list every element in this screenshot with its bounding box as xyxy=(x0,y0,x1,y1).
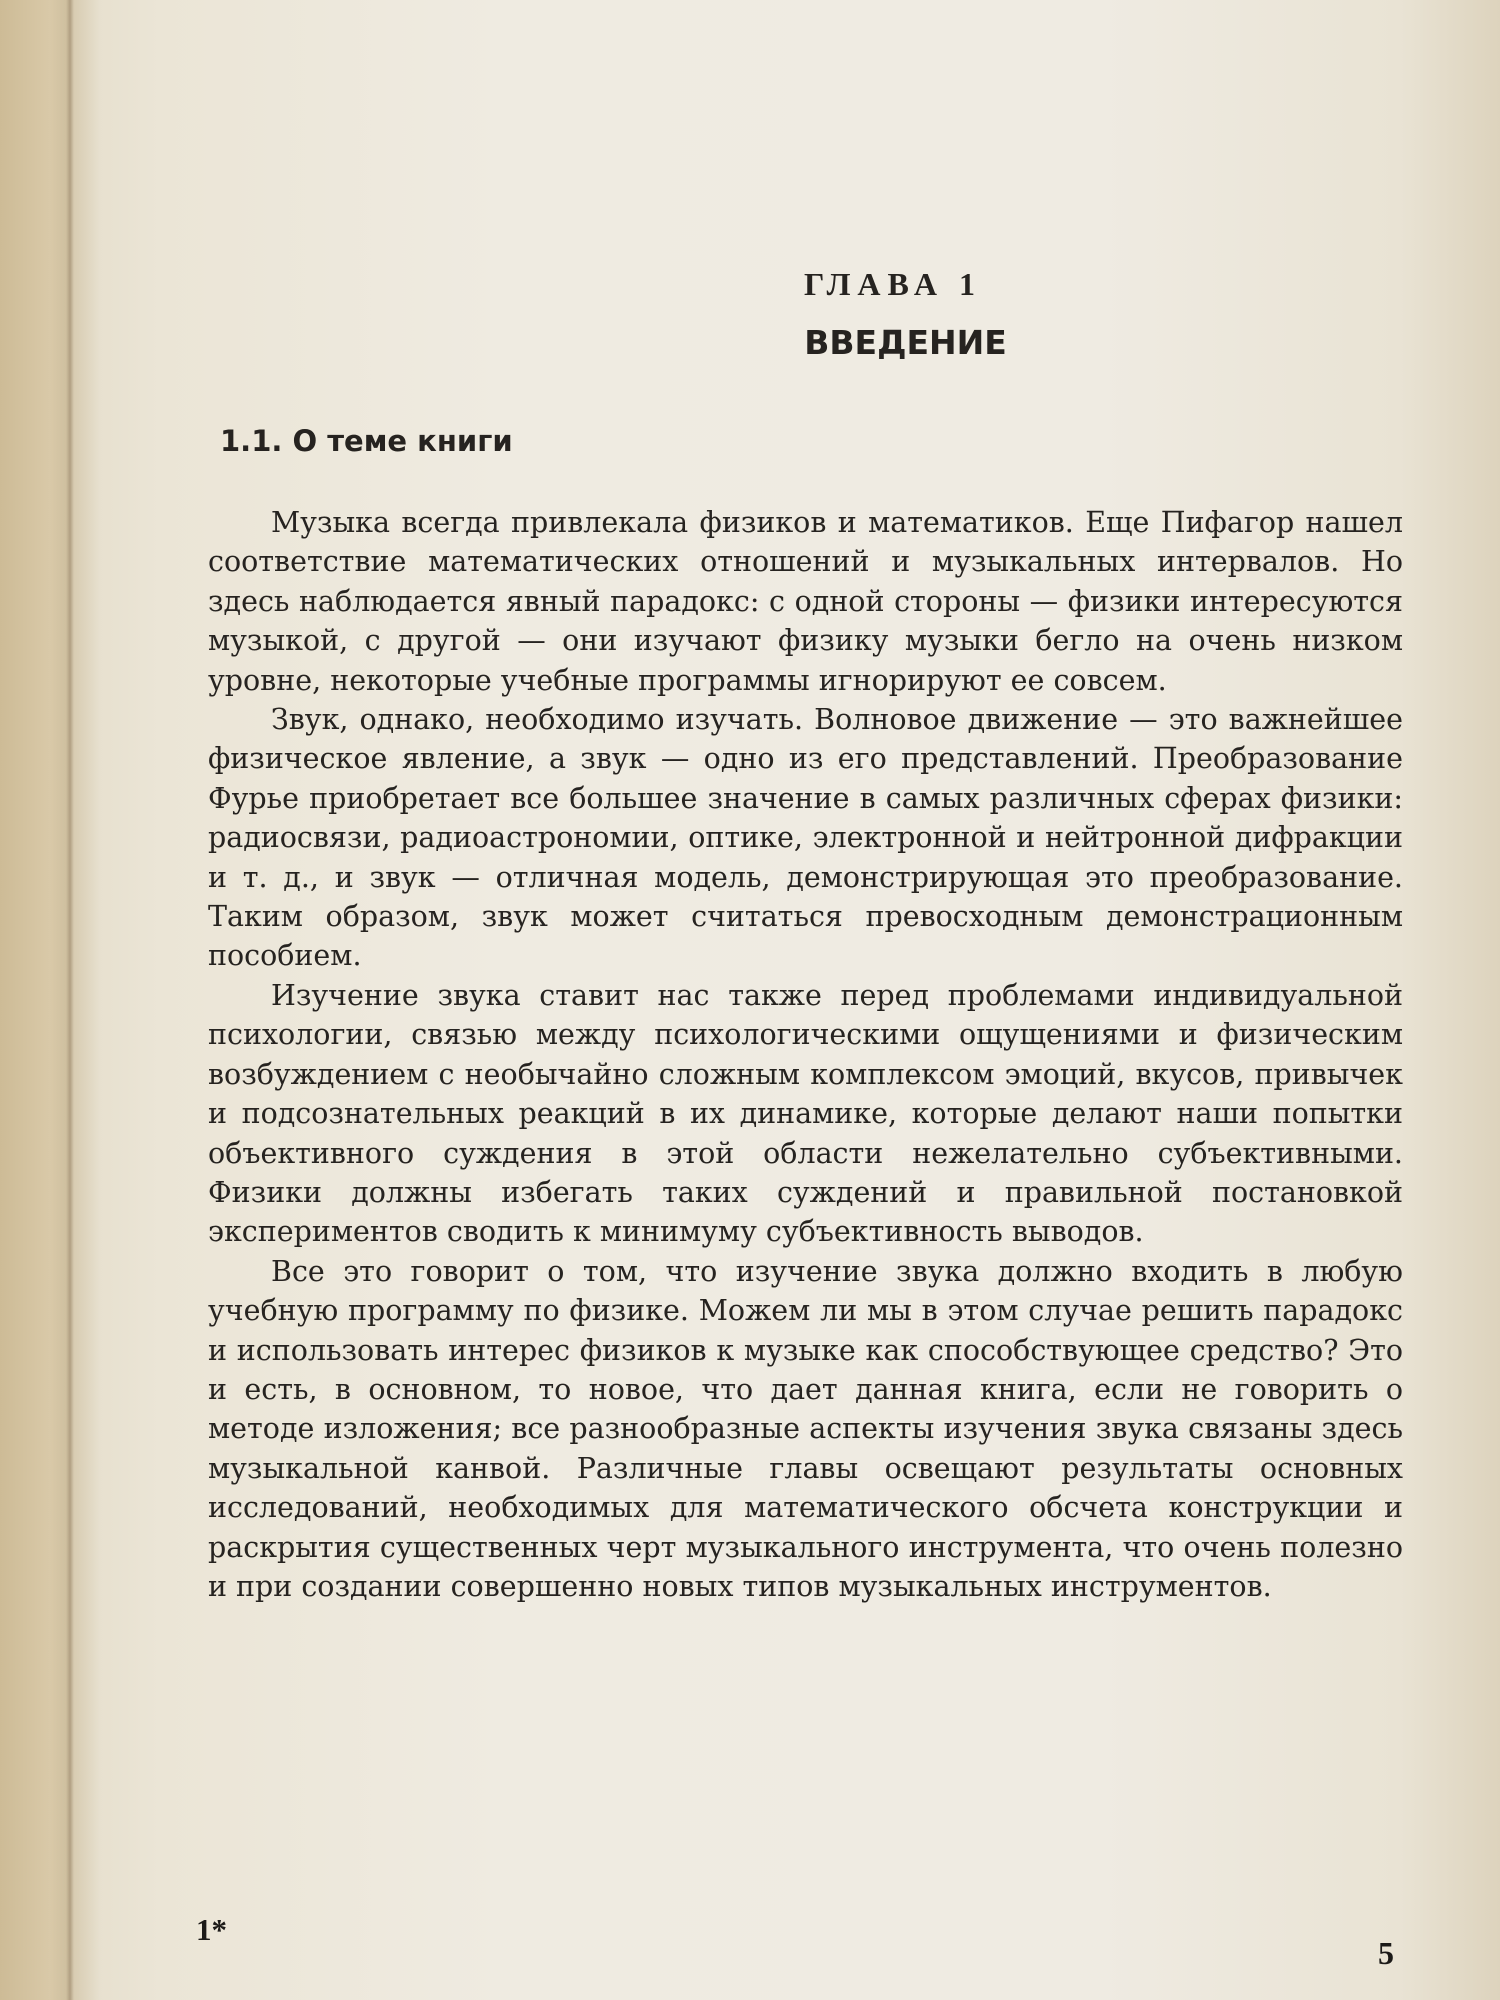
chapter-label: ГЛАВА 1 xyxy=(804,266,982,302)
section-title: 1.1. О теме книги xyxy=(220,424,513,458)
paragraph-4: Все это говорит о том, что изучение звука должно входить в любую учебную программу по физике. Можем ли мы в этом случае решить парадокс и использовать интерес физиков к музыке как способствующее средство? Это и есть, в основном, то новое, что дает данная книга, если не говорить о методе изложения; все разнообразные аспекты изучения звука связаны здесь музыкальной канвой. Различные главы освещают результаты основных исследований, необходимых для математического обсчета конструкции и раскрытия существенных черт музыкального инструмента, что очень полезно и при создании совершенно новых типов музыкальных инструментов. xyxy=(208,1254,1403,1603)
page-content xyxy=(208,262,1403,1606)
paragraph-2: Звук, однако, необходимо изучать. Волновое движение — это важнейшее физическое явление, а звук — одно из его представлений. Преобразование Фурье приобретает все большее значение в самых различных сферах физики: радиосвязи, радиоастрономии, оптике, электронной и нейтронной дифракции и т. д., и звук — отличная модель, демонстрирующая это преобразование. Таким образом, звук может считаться превосходным демонстрационным пособием. xyxy=(208,703,1403,973)
signature-mark: 1* xyxy=(196,1912,227,1947)
page-binding-edge xyxy=(0,0,100,2000)
body-text xyxy=(208,503,1403,1606)
paragraph-3: Изучение звука ставит нас также перед проблемами индивидуальной психологии, связью между психологическими ощущениями и физическим возбуждением с необычайно сложным комплексом эмоций, вкусов, привычек и подсознательных реакций в их динамике, которые делают наши попытки объективного суждения в этой области нежелательно субъективными. Физики должны избегать таких суждений и правильной постановкой экспериментов сводить к минимуму субъективность выводов. xyxy=(208,978,1403,1249)
paragraph-1: Музыка всегда привлекала физиков и математиков. Еще Пифагор нашел соответствие математических отношений и музыкальных интервалов. Но здесь наблюдается явный парадокс: с одной стороны — физики интересуются музыкой, с другой — они изучают физику музыки бегло на очень низком уровне, некоторые учебные программы игнорируют ее совсем. xyxy=(208,506,1403,697)
chapter-title: ВВЕДЕНИЕ xyxy=(804,323,1007,362)
page-number: 5 xyxy=(1378,1935,1394,1971)
